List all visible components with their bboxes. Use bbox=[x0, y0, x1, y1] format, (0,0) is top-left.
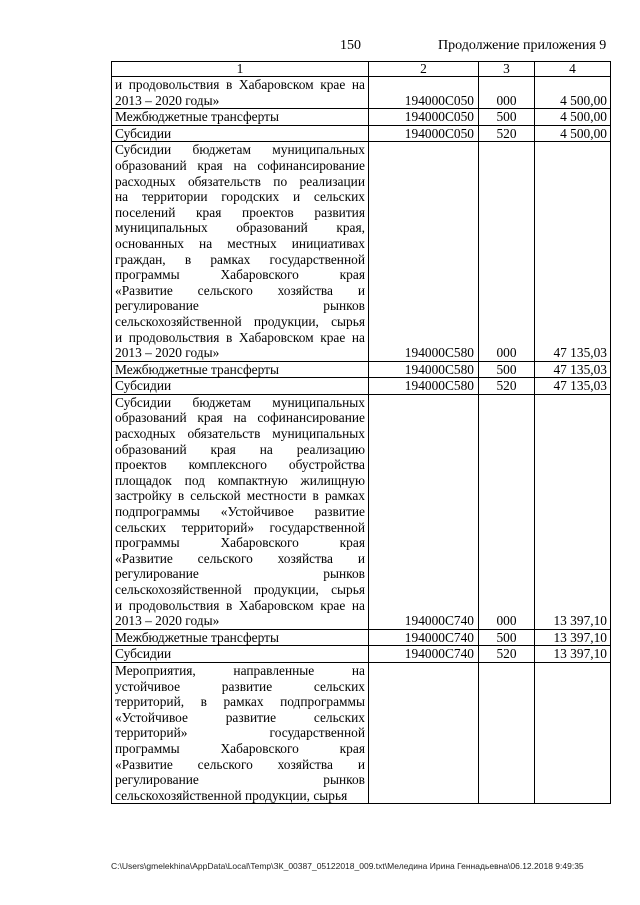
description-line: муниципальных образований края, bbox=[115, 220, 365, 236]
row-kind: 520 bbox=[479, 378, 535, 395]
row-code: 194000С580 bbox=[369, 361, 479, 378]
row-sum: 13 397,10 bbox=[535, 394, 611, 629]
col-header: 3 bbox=[479, 62, 535, 77]
description-line: образований края на софинансирование bbox=[115, 410, 365, 426]
table-row bbox=[112, 394, 611, 629]
row-description bbox=[112, 142, 369, 361]
description-line: Субсидии бюджетам муниципальных bbox=[115, 142, 365, 158]
description-line: 2013 – 2020 годы» bbox=[115, 345, 220, 361]
row-kind bbox=[479, 662, 535, 803]
description-line: подпрограммы «Устойчивое развитие bbox=[115, 504, 365, 520]
description-line: регулирование рынков bbox=[115, 298, 365, 314]
table-row bbox=[112, 662, 611, 803]
col-header: 4 bbox=[535, 62, 611, 77]
row-code: 194000С050 bbox=[369, 77, 479, 109]
description-line: расходных обязательств по реализации bbox=[115, 173, 365, 189]
row-kind: 000 bbox=[479, 394, 535, 629]
description-line: «Развитие сельского хозяйства и bbox=[115, 550, 365, 566]
table-row bbox=[112, 109, 611, 126]
description-line: сельскохозяйственной продукции, сырья bbox=[115, 313, 365, 329]
row-code: 194000С050 bbox=[369, 109, 479, 126]
row-sum: 4 500,00 bbox=[535, 109, 611, 126]
row-sum: 13 397,10 bbox=[535, 646, 611, 663]
description-line: «Устойчивое развитие сельских bbox=[115, 709, 365, 725]
description-line: Субсидии bbox=[115, 646, 172, 662]
description-line: регулирование рынков bbox=[115, 772, 365, 788]
description-line: и продовольствия в Хабаровском крае на bbox=[115, 77, 365, 92]
row-sum: 47 135,03 bbox=[535, 142, 611, 361]
description-line: программы Хабаровского края bbox=[115, 267, 365, 283]
table-row bbox=[112, 646, 611, 663]
file-path-footer: C:\Users\gmelekhina\AppData\Local\Temp\ЗК_00387_05122018_009.txt\Меледина Ирина Геннадьевна\06.12.2018 9:49:35 bbox=[111, 861, 584, 871]
row-sum: 13 397,10 bbox=[535, 629, 611, 646]
description-line: сельскохозяйственной продукции, сырья bbox=[115, 582, 365, 597]
description-line: проектов комплексного обустройства bbox=[115, 457, 365, 473]
row-description bbox=[112, 77, 369, 109]
table-row bbox=[112, 125, 611, 142]
description-line: сельскохозяйственной продукции, сырья bbox=[115, 787, 348, 803]
description-line: «Развитие сельского хозяйства и bbox=[115, 756, 365, 772]
row-kind: 520 bbox=[479, 125, 535, 142]
description-line: устойчивое развитие сельских bbox=[115, 678, 365, 694]
row-code bbox=[369, 662, 479, 803]
row-kind: 000 bbox=[479, 77, 535, 109]
description-line: сельских территорий» государственной bbox=[115, 519, 365, 535]
row-code: 194000С740 bbox=[369, 629, 479, 646]
description-line: образований края на реализацию bbox=[115, 441, 365, 457]
budget-table bbox=[111, 61, 611, 804]
row-kind: 500 bbox=[479, 109, 535, 126]
description-line: Субсидии bbox=[115, 378, 172, 394]
row-description bbox=[112, 125, 369, 142]
row-code: 194000С580 bbox=[369, 142, 479, 361]
description-line: регулирование рынков bbox=[115, 566, 365, 582]
description-line: застройку в сельской местности в рамках bbox=[115, 488, 365, 504]
row-code: 194000С740 bbox=[369, 646, 479, 663]
description-line: 2013 – 2020 годы» bbox=[115, 613, 220, 629]
description-line: граждан, в рамках государственной bbox=[115, 251, 365, 267]
description-line: и продовольствия в Хабаровском крае на bbox=[115, 329, 365, 345]
row-kind: 000 bbox=[479, 142, 535, 361]
row-code: 194000С740 bbox=[369, 394, 479, 629]
row-description bbox=[112, 361, 369, 378]
description-line: «Развитие сельского хозяйства и bbox=[115, 282, 365, 298]
description-line: Межбюджетные трансферты bbox=[115, 109, 279, 125]
description-line: поселений края проектов развития bbox=[115, 204, 365, 220]
col-header: 1 bbox=[112, 62, 369, 77]
row-sum: 47 135,03 bbox=[535, 378, 611, 395]
row-description bbox=[112, 394, 369, 629]
row-code: 194000С050 bbox=[369, 125, 479, 142]
row-description bbox=[112, 109, 369, 126]
description-line: Мероприятия, направленные на bbox=[115, 662, 365, 678]
row-kind: 500 bbox=[479, 629, 535, 646]
table-row bbox=[112, 142, 611, 361]
table-header-row bbox=[112, 62, 611, 77]
description-line: Субсидии бюджетам муниципальных bbox=[115, 394, 365, 410]
description-line: площадок под компактную жилищную bbox=[115, 472, 365, 488]
table-row bbox=[112, 361, 611, 378]
col-header: 2 bbox=[369, 62, 479, 77]
description-line: территорий, в рамках подпрограммы bbox=[115, 694, 365, 710]
row-sum: 47 135,03 bbox=[535, 361, 611, 378]
row-sum: 4 500,00 bbox=[535, 77, 611, 109]
description-line: на территории городских и сельских bbox=[115, 189, 365, 205]
continuation-label: Продолжение приложения 9 bbox=[438, 38, 607, 53]
table-row bbox=[112, 77, 611, 109]
row-description bbox=[112, 662, 369, 803]
description-line: Межбюджетные трансферты bbox=[115, 361, 279, 377]
table-row bbox=[112, 378, 611, 395]
row-description bbox=[112, 378, 369, 395]
description-line: 2013 – 2020 годы» bbox=[115, 92, 220, 108]
table-row bbox=[112, 629, 611, 646]
description-line: Субсидии bbox=[115, 125, 172, 141]
description-line: программы Хабаровского края bbox=[115, 535, 365, 551]
row-description bbox=[112, 646, 369, 663]
page-number: 150 bbox=[340, 38, 361, 53]
description-line: и продовольствия в Хабаровском крае на bbox=[115, 597, 365, 613]
description-line: территорий» государственной bbox=[115, 725, 365, 741]
row-sum bbox=[535, 662, 611, 803]
row-kind: 500 bbox=[479, 361, 535, 378]
row-kind: 520 bbox=[479, 646, 535, 663]
description-line: Межбюджетные трансферты bbox=[115, 629, 279, 645]
row-sum: 4 500,00 bbox=[535, 125, 611, 142]
description-line: основанных на местных инициативах bbox=[115, 235, 365, 251]
description-line: программы Хабаровского края bbox=[115, 740, 365, 756]
description-line: образований края на софинансирование bbox=[115, 157, 365, 173]
row-code: 194000С580 bbox=[369, 378, 479, 395]
description-line: расходных обязательств муниципальных bbox=[115, 426, 365, 442]
row-description bbox=[112, 629, 369, 646]
